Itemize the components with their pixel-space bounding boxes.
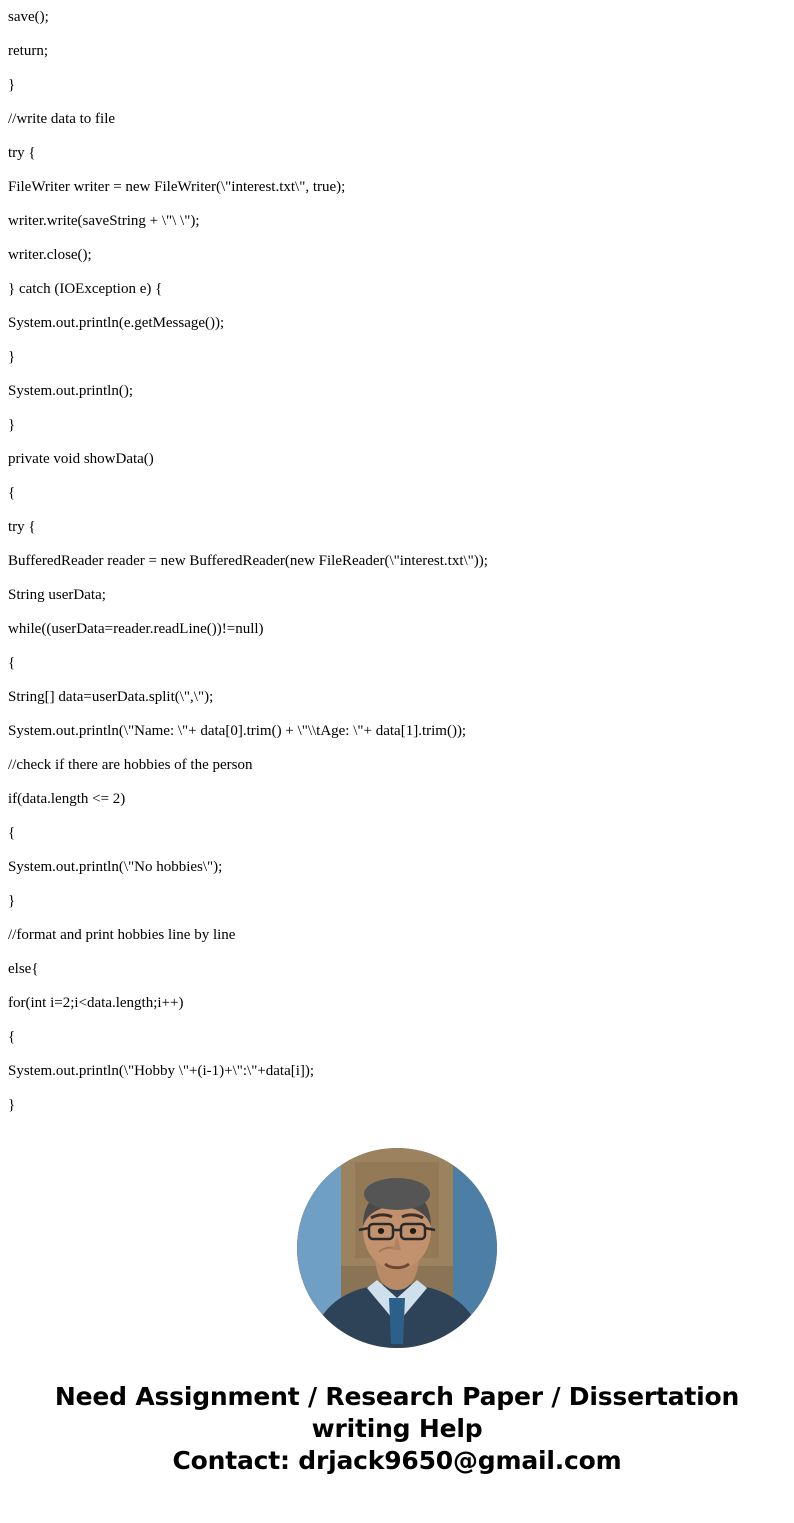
code-line: } <box>8 1097 16 1113</box>
code-line: FileWriter writer = new FileWriter(\"interest.txt\", true); <box>8 179 346 195</box>
code-line: try { <box>8 145 36 161</box>
code-listing <box>8 0 786 1122</box>
code-line: writer.write(saveString + \"\ \"); <box>8 213 200 229</box>
code-line: System.out.println(e.getMessage()); <box>8 315 225 331</box>
code-line: return; <box>8 43 48 59</box>
code-line: System.out.println(\"Hobby \"+(i-1)+\":\"+data[i]); <box>8 1063 315 1079</box>
code-line: //write data to file <box>8 111 116 127</box>
profile-photo-icon <box>297 1148 497 1348</box>
code-line: for(int i=2;i<data.length;i++) <box>8 995 184 1011</box>
code-line: System.out.println(\"No hobbies\"); <box>8 859 223 875</box>
code-line: } <box>8 417 16 433</box>
code-line: //check if there are hobbies of the person <box>8 757 253 773</box>
code-line: { <box>8 1029 16 1045</box>
promo-banner <box>8 1382 786 1476</box>
code-line: { <box>8 655 16 671</box>
code-line: save(); <box>8 9 49 25</box>
code-line: //format and print hobbies line by line <box>8 927 236 943</box>
code-line: } catch (IOException e) { <box>8 281 163 297</box>
avatar-container <box>8 1148 786 1348</box>
code-line: BufferedReader reader = new BufferedReader(new FileReader(\"interest.txt\")); <box>8 553 488 569</box>
code-line: while((userData=reader.readLine())!=null) <box>8 621 264 637</box>
code-line: } <box>8 893 16 909</box>
code-line: { <box>8 485 16 501</box>
promo-contact: Contact: drjack9650@gmail.com <box>172 1446 622 1475</box>
code-line: try { <box>8 519 36 535</box>
code-line: if(data.length <= 2) <box>8 791 126 807</box>
code-line: String[] data=userData.split(\",\"); <box>8 689 214 705</box>
code-line: } <box>8 77 16 93</box>
code-line: System.out.println(); <box>8 383 133 399</box>
avatar <box>297 1148 497 1348</box>
code-line: writer.close(); <box>8 247 92 263</box>
code-line: else{ <box>8 961 39 977</box>
code-line: System.out.println(\"Name: \"+ data[0].trim() + \"\\tAge: \"+ data[1].trim()); <box>8 723 467 739</box>
promo-line-1: Need Assignment / Research Paper / Dissertation <box>54 1382 740 1411</box>
code-line: { <box>8 825 16 841</box>
promo-line-2: writing Help <box>311 1414 483 1443</box>
code-line: } <box>8 349 16 365</box>
code-line: String userData; <box>8 587 106 603</box>
code-line: private void showData() <box>8 451 154 467</box>
